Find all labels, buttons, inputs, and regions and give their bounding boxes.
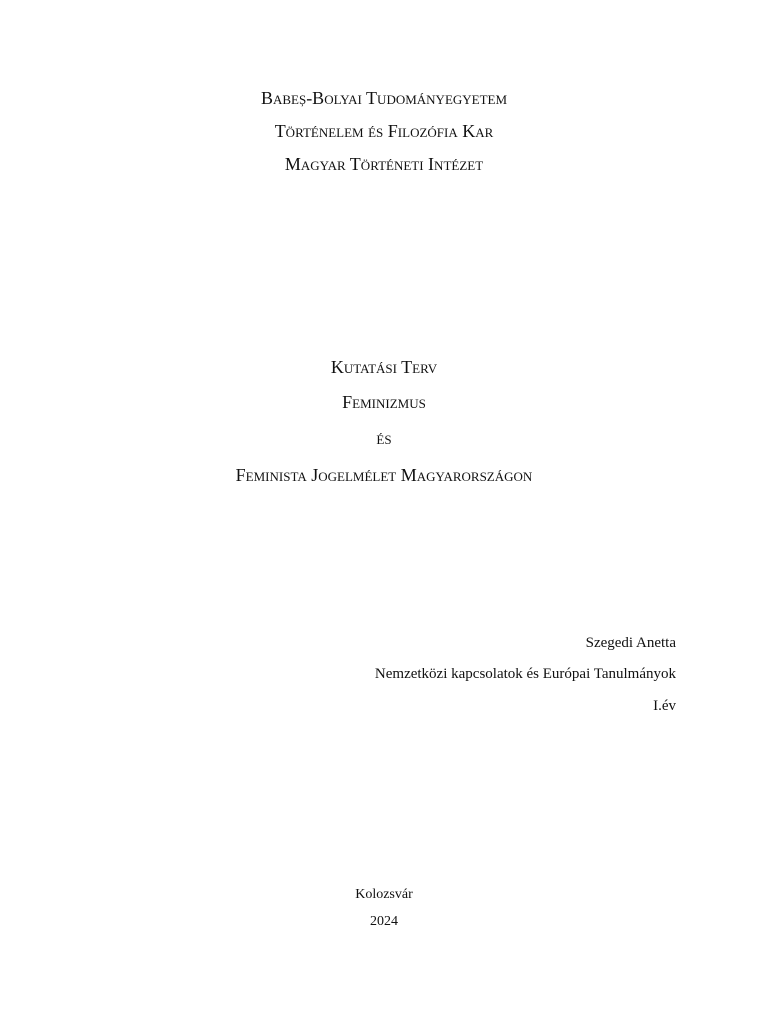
university-name: Babeș-Bolyai Tudományegyetem <box>260 88 508 108</box>
author-name: Szegedi Anetta <box>585 635 676 651</box>
city: Kolozsvár <box>355 887 413 902</box>
title-line-2: Feminizmus <box>342 392 426 412</box>
title-line-4: Feminista Jogelmélet Magyarországon <box>235 465 533 485</box>
study-program: Nemzetközi kapcsolatok és Európai Tanulmányok <box>374 666 676 682</box>
title-line-3: és <box>376 428 392 448</box>
date: 2024 <box>370 914 398 929</box>
study-year: I.év <box>653 698 676 714</box>
faculty-name: Történelem és Filozófia Kar <box>274 121 494 141</box>
institute-name: Magyar Történeti Intézet <box>284 154 484 174</box>
title-line-1: Kutatási Terv <box>330 357 438 377</box>
